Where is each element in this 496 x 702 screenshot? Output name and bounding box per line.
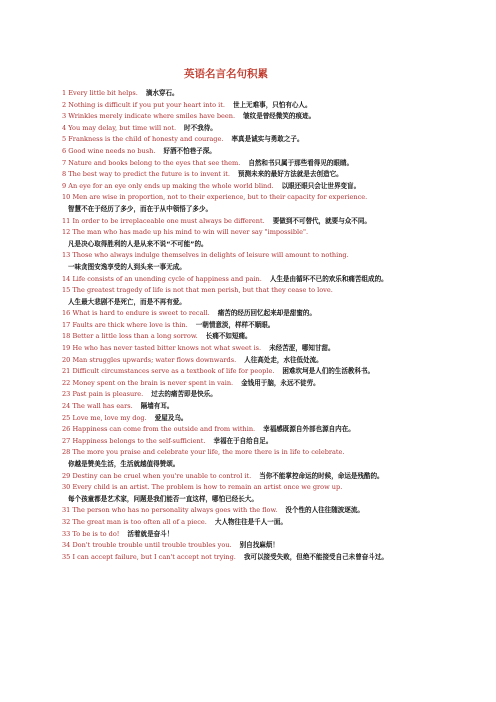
quote-item (62, 88, 472, 100)
quote-chinese: 你越是赞美生活，生活就越值得赞颂。 (68, 460, 180, 468)
quote-chinese: 幸福在于自给自足。 (213, 436, 273, 445)
quote-number: 9 (62, 181, 67, 190)
quote-number: 34 (62, 541, 71, 550)
quote-english: Love me, love my dog. (72, 413, 147, 422)
quote-item (62, 424, 472, 436)
quote-chinese: 以眼还眼只会让世界变盲。 (281, 181, 361, 190)
quote-item (62, 100, 472, 112)
quote-item (62, 192, 472, 215)
quote-item (62, 378, 472, 390)
quote-list (62, 88, 472, 563)
quote-chinese: 皱纹是曾经微笑的痕迹。 (243, 112, 316, 121)
quote-chinese: 一朝情意淡，样样不顺眼。 (195, 320, 275, 329)
quote-english: Men are wise in proportion, not to their experience, but to their capacity for experience. (72, 193, 368, 202)
page-title: 英语名言名句积累 (184, 68, 268, 80)
quote-chinese: 人生最大悲剧不是死亡，而是不再有爱。 (68, 297, 186, 306)
quote-english: Difficult circumstances serve as a textbook of life for people. (72, 367, 275, 376)
quote-english: What is hard to endure is sweet to recall. (72, 309, 210, 318)
quote-item (62, 181, 472, 193)
quote-english: Money spent on the brain is never spent in vain. (72, 378, 234, 387)
quote-english: Those who always indulge themselves in delights of leisure will amount to nothing. (72, 251, 349, 260)
quote-chinese: 好酒不怕巷子深。 (163, 146, 216, 155)
quote-chinese: 活着就是奋斗！ (127, 529, 174, 538)
quote-chinese: 别自找麻烦！ (239, 541, 279, 550)
quote-item (62, 285, 472, 308)
quote-item (62, 389, 472, 401)
quote-number: 24 (62, 402, 71, 411)
quote-chinese: 要做到不可替代，就要与众不同。 (272, 216, 371, 225)
quote-number: 21 (62, 367, 71, 376)
quote-number: 7 (62, 158, 67, 167)
quote-chinese: 当你不能掌控命运的时候，命运是残酷的。 (259, 471, 384, 480)
quote-number: 31 (62, 506, 71, 515)
quote-english: Man struggles upwards; water flows downwards. (72, 355, 237, 364)
quote-chinese: 隔墙有耳。 (140, 402, 174, 411)
quote-number: 1 (62, 89, 67, 97)
quote-number: 5 (62, 135, 67, 144)
quote-english: The best way to predict the future is to invent it. (68, 170, 230, 179)
quote-english: Every child is an artist. The problem is how to remain an artist once we grow up. (72, 483, 343, 492)
quote-chinese: 痛苦的经历回忆起来却是甜蜜的。 (217, 309, 316, 318)
quote-item (62, 482, 472, 505)
quote-chinese: 智慧不在于经历了多少，而在于从中领悟了多少。 (68, 204, 213, 213)
quote-number: 2 (62, 100, 67, 109)
quote-number: 20 (62, 355, 71, 364)
quote-number: 4 (62, 123, 67, 132)
quote-number: 28 (62, 448, 71, 457)
quote-chinese: 没个性的人往往随波逐流。 (285, 506, 364, 515)
quote-item (62, 227, 472, 250)
quote-english: Destiny can be cruel when you're unable to control it. (72, 471, 252, 480)
quote-number: 6 (62, 146, 67, 155)
quote-english: Don't trouble trouble until trouble troubles you. (72, 541, 232, 550)
quote-item (62, 366, 472, 378)
quote-english: He who has never tasted bitter knows not what sweet is. (72, 344, 262, 353)
quote-chinese: 率真是诚实与勇敢之子。 (231, 135, 304, 144)
quote-item (62, 123, 472, 135)
quote-chinese: 困难坎坷是人们的生活教科书。 (282, 367, 375, 376)
quote-chinese: 我可以接受失败，但绝不能接受自己未曾奋斗过。 (243, 552, 388, 561)
quote-number: 27 (62, 436, 71, 445)
quote-number: 15 (62, 286, 71, 295)
quote-chinese: 时不我待。 (184, 123, 217, 132)
quote-chinese: 凡是决心取得胜利的人是从来不说“不可能”的。 (68, 239, 208, 248)
quote-number: 33 (62, 529, 71, 538)
quote-number: 29 (62, 471, 71, 480)
quote-number: 30 (62, 483, 71, 492)
quote-chinese: 人往高处走，水往低处流。 (244, 355, 323, 364)
quote-english: I can accept failure, but I can't accept not trying. (72, 552, 236, 561)
quote-item (62, 308, 472, 320)
quote-item (62, 216, 472, 228)
quote-item (62, 134, 472, 146)
quote-item (62, 552, 472, 564)
quote-english: Better a little loss than a long sorrow. (72, 332, 198, 341)
quote-number: 22 (62, 378, 71, 387)
quote-item (62, 517, 472, 529)
quote-english: Past pain is pleasure. (72, 390, 144, 399)
quote-number: 11 (62, 216, 71, 225)
quote-english: In order to be irreplaceable one must always be different. (72, 216, 265, 225)
quote-item (62, 505, 472, 517)
quote-chinese: 人生是由循环不已的欢乐和痛苦组成的。 (269, 274, 388, 283)
quote-item (62, 436, 472, 448)
quote-item (62, 529, 472, 541)
quote-item (62, 540, 472, 552)
quote-chinese: 滴水穿石。 (145, 89, 179, 97)
quote-english: Happiness belongs to the self-sufficient. (72, 436, 206, 445)
quote-number: 13 (62, 251, 71, 260)
quote-english: Good wine needs no bush. (68, 146, 156, 155)
quote-item (62, 146, 472, 158)
quote-chinese: 过去的痛苦即是快乐。 (151, 390, 217, 399)
quote-item (62, 355, 472, 367)
quote-number: 10 (62, 193, 71, 202)
quote-chinese: 长痛不如短痛。 (205, 332, 252, 341)
quote-english: The wall has ears. (72, 402, 133, 411)
quote-chinese: 幸福感既源自外部也源自内在。 (263, 425, 355, 434)
quote-english: Every little bit helps. (68, 89, 138, 97)
quote-item (62, 274, 472, 286)
quote-number: 19 (62, 344, 71, 353)
quote-english: Faults are thick where love is thin. (72, 320, 188, 329)
quote-item (62, 447, 472, 470)
quote-number: 35 (62, 552, 71, 561)
quote-item (62, 471, 472, 483)
quote-number: 14 (62, 274, 71, 283)
quote-chinese: 未经苦涩，哪知甘甜。 (269, 344, 335, 353)
quote-item (62, 343, 472, 355)
quote-chinese: 自然和书只属于那些看得见的眼睛。 (248, 158, 354, 167)
quote-chinese: 大人物往往是千人一面。 (214, 517, 287, 526)
quote-english: The greatest tragedy of life is not that men perish, but that they cease to love. (72, 286, 333, 295)
quote-english: To be is to do! (72, 529, 120, 538)
quote-number: 23 (62, 390, 71, 399)
quote-english: Nothing is difficult if you put your heart into it. (68, 100, 225, 109)
quote-chinese: 预测未来的最好方法就是去创造它。 (237, 170, 343, 179)
quote-number: 3 (62, 112, 67, 121)
quote-item (62, 413, 472, 425)
quote-item (62, 250, 472, 273)
quote-number: 12 (62, 228, 71, 237)
quote-item (62, 111, 472, 123)
quote-english: Nature and books belong to the eyes that see them. (68, 158, 241, 167)
quote-english: The more you praise and celebrate your life, the more there is in life to celebrate. (72, 448, 345, 457)
quote-english: You may delay, but time will not. (68, 123, 177, 132)
quote-english: Happiness can come from the outside and from within. (72, 425, 256, 434)
quote-item (62, 158, 472, 170)
quote-item (62, 401, 472, 413)
quote-item (62, 169, 472, 181)
quote-chinese: 世上无难事，只怕有心人。 (232, 100, 312, 109)
quote-english: The great man is too often all of a piece. (72, 517, 207, 526)
quote-number: 18 (62, 332, 71, 341)
quote-item (62, 331, 472, 343)
quote-number: 26 (62, 425, 71, 434)
quote-english: An eye for an eye only ends up making the whole world blind. (68, 181, 274, 190)
quote-number: 32 (62, 517, 71, 526)
quote-number: 16 (62, 309, 71, 318)
quote-english: Life consists of an unending cycle of happiness and pain. (72, 274, 262, 283)
quote-english: Frankness is the child of honesty and courage. (68, 135, 224, 144)
quote-number: 17 (62, 320, 71, 329)
quote-chinese: 爱屋及乌。 (154, 413, 188, 422)
quote-chinese: 一味贪图安逸享受的人到头来一事无成。 (68, 262, 186, 271)
quote-item (62, 320, 472, 332)
quote-english: Wrinkles merely indicate where smiles have been. (68, 112, 236, 121)
quote-number: 8 (62, 170, 67, 179)
quote-chinese: 每个孩童都是艺术家，问题是我们能否一直这样，哪怕已经长大。 (68, 494, 258, 503)
quote-number: 25 (62, 413, 71, 422)
quote-english: The man who has made up his mind to win will never say "impossible". (72, 228, 309, 237)
quote-english: The person who has no personality always goes with the flow. (72, 506, 278, 515)
quote-chinese: 金钱用于脑，永远不徒劳。 (241, 378, 320, 387)
